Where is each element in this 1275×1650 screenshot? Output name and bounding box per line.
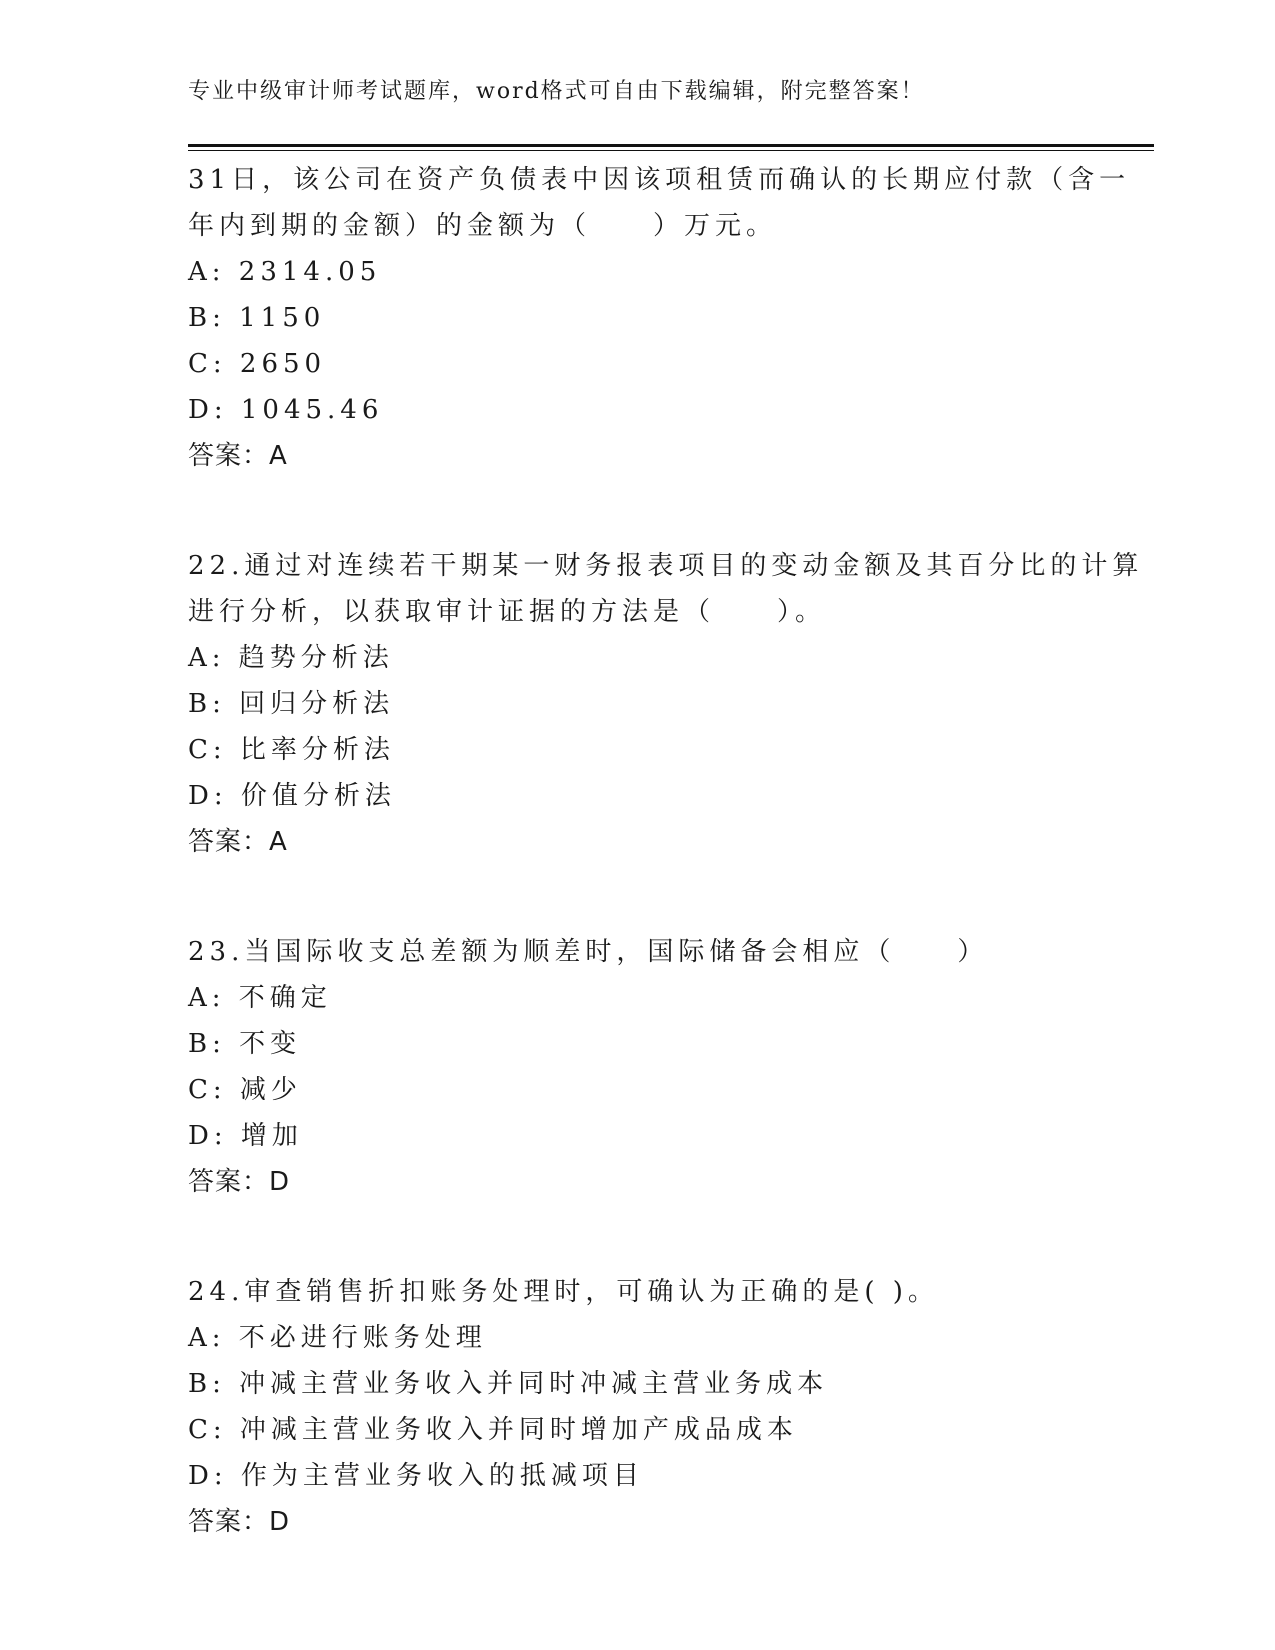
- option-c: C: 比率分析法: [188, 735, 395, 765]
- question-block: [188, 157, 1131, 479]
- option-d: D: 价值分析法: [188, 781, 396, 811]
- block-spacer: [188, 1205, 1088, 1269]
- question-stem-line: 年内到期的金额）的金额为（ ）万元。: [188, 211, 778, 241]
- option-b: B: 不变: [188, 1029, 302, 1059]
- question-list: [188, 157, 1144, 1545]
- option-a: A: 趋势分析法: [188, 643, 394, 673]
- option-b: B: 冲减主营业务收入并同时冲减主营业务成本: [188, 1369, 829, 1399]
- option-a: A: 不必进行账务处理: [188, 1323, 487, 1353]
- answer-line: 答案：A: [188, 827, 288, 857]
- option-c: C: 减少: [188, 1075, 302, 1105]
- block-spacer: [188, 479, 1088, 543]
- question-stem-line: 23.当国际收支总差额为顺差时，国际储备会相应（ ）: [188, 937, 989, 967]
- question-stem-line: 22.通过对连续若干期某一财务报表项目的变动金额及其百分比的计算: [188, 551, 1144, 581]
- question-block: [188, 1269, 1088, 1545]
- option-b: B: 回归分析法: [188, 689, 395, 719]
- option-c: C: 2650: [188, 349, 327, 379]
- question-block: [188, 543, 1144, 865]
- question-stem-line: 进行分析，以获取审计证据的方法是（ ）。: [188, 597, 827, 627]
- question-block: [188, 929, 1088, 1205]
- header-rule-thick: [188, 144, 1154, 147]
- option-d: D: 增加: [188, 1121, 303, 1151]
- question-stem-line: 24.审查销售折扣账务处理时，可确认为正确的是( )。: [188, 1277, 939, 1307]
- option-a: A: 2314.05: [188, 257, 382, 287]
- answer-line: 答案：A: [188, 441, 288, 471]
- option-d: D: 1045.46: [188, 395, 384, 425]
- option-c: C: 冲减主营业务收入并同时增加产成品成本: [188, 1415, 798, 1445]
- question-stem-line: 31日，该公司在资产负债表中因该项租赁而确认的长期应付款（含一: [188, 165, 1131, 195]
- block-spacer: [188, 865, 1088, 929]
- answer-line: 答案：D: [188, 1167, 291, 1197]
- option-d: D: 作为主营业务收入的抵减项目: [188, 1461, 644, 1491]
- option-b: B: 1150: [188, 303, 326, 333]
- answer-line: 答案：D: [188, 1507, 291, 1537]
- header-rule-thin: [188, 150, 1154, 151]
- option-a: A: 不确定: [188, 983, 332, 1013]
- page-header: 专业中级审计师考试题库，word格式可自由下载编辑，附完整答案！: [188, 79, 925, 104]
